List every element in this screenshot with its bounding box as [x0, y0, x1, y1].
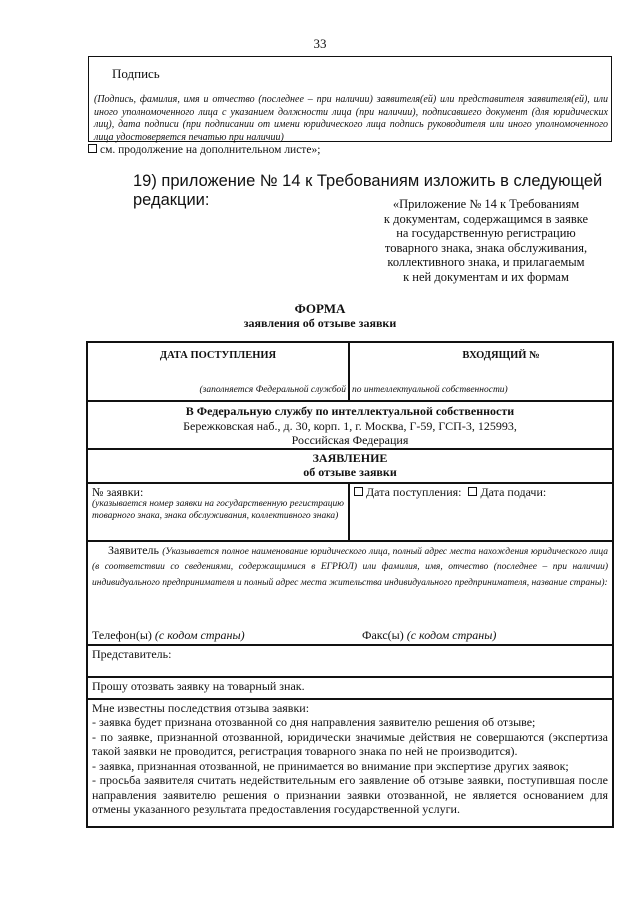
fax-label: Факс(ы): [362, 628, 404, 642]
applicant-label: Заявитель: [108, 542, 159, 557]
addressee-line3: Российская Федерация: [291, 433, 409, 447]
statement-title: ЗАЯВЛЕНИЕ: [312, 450, 388, 465]
filing-date-checkbox[interactable]: [468, 487, 477, 496]
appendix-line: «Приложение № 14 к Требованиям: [392, 197, 580, 211]
consequences-cell: [87, 699, 613, 827]
addressee-line2: Бережковская наб., д. 30, корп. 1, г. Москва, Г-59, ГСП-3, 125993,: [183, 418, 517, 433]
addressee-line1: В Федеральную службу по интеллектуальной собственности: [185, 404, 515, 418]
receipt-date-checkbox[interactable]: [354, 487, 363, 496]
receipt-row: [87, 342, 613, 401]
form-title: ФОРМА: [294, 301, 346, 316]
incoming-number-cell[interactable]: [349, 342, 613, 401]
consequences-title: Мне известны последствия отзыва заявки:: [92, 700, 310, 715]
filing-date-option-label: Дата подачи:: [480, 484, 547, 499]
form-subtitle: заявления об отзыве заявки: [243, 316, 397, 330]
request-text: Прошу отозвать заявку на товарный знак.: [92, 678, 305, 693]
addressee-row: [87, 401, 613, 449]
application-row: [87, 483, 613, 541]
applicant-text: [92, 543, 608, 590]
statement-title-row: [87, 449, 613, 483]
application-number-note: (указывается номер заявки на государственную регистрацию товарного знака, знака обслуживания, коллективного знака): [92, 499, 344, 521]
continuation-note: [88, 144, 320, 156]
consequence-item: - по заявке, признанной отозванной, юридически значимые действия не совершаются (экспертиза такой заявки не проводится, регистрация товарного знака по ней не производится).: [92, 729, 608, 758]
application-number-cell[interactable]: [87, 483, 349, 541]
consequences-row: [87, 699, 613, 827]
signature-note: (Подпись, фамилия, имя и отчество (последнее – при наличии) заявителя(ей) или представителя заявителя(ей), или иного уполномоченного лица с указанием должности лица (при наличии), подписавшего документ (для юридических лиц), дата подписи (при подписании от имени юридического лица подпись руководителя или иного уполномоченного лица удостоверяется печатью при наличии): [94, 94, 608, 143]
phone-label: Телефон(ы): [92, 628, 152, 642]
appendix-line: к ней документам и их формам: [403, 269, 569, 284]
phone-field[interactable]: [92, 628, 245, 643]
appendix-header: [350, 197, 622, 284]
appendix-line: товарного знака, знака обслуживания,: [384, 240, 588, 255]
statement-subtitle: об отзыве заявки: [303, 465, 397, 479]
receipt-note-left: (заполняется Федеральной службой: [199, 384, 346, 395]
incoming-number-label: ВХОДЯЩИЙ №: [462, 350, 540, 361]
receipt-date-option-label: Дата поступления:: [366, 484, 462, 499]
fax-field[interactable]: [362, 628, 496, 643]
fax-note: (с кодом страны): [406, 628, 497, 642]
signature-label: Подпись: [112, 66, 160, 81]
continuation-text: см. продолжение на дополнительном листе»;: [100, 144, 321, 156]
receipt-note-right: по интеллектуальной собственности): [352, 384, 508, 395]
statement-title-cell: [87, 449, 613, 483]
representative-cell[interactable]: [87, 645, 613, 677]
request-row: [87, 677, 613, 699]
applicant-note: (Указывается полное наименование юридического лица, полный адрес места нахождения юридического лица (в соответствии со сведениями, содержащимися в ЕГРЮЛ) или фамилия, имя, отчество (последнее – при наличии) индивидуального предпринимателя и полный адрес места жительства индивидуального предпринимателя, название страны):: [92, 546, 609, 588]
phone-note: (с кодом страны): [154, 628, 245, 642]
page-number: 33: [313, 36, 327, 51]
addressee-cell: [87, 401, 613, 449]
request-cell: [87, 677, 613, 699]
application-dates-cell: [349, 483, 613, 541]
consequence-item: - заявка будет признана отозванной со дня направления заявителю решения об отзыве;: [92, 715, 536, 729]
section-heading: 19) приложение № 14 к Требованиям изложить в следующей редакции:: [133, 172, 603, 209]
applicant-row: [87, 541, 613, 645]
representative-label: Представитель:: [92, 646, 172, 661]
receipt-date-label: ДАТА ПОСТУПЛЕНИЯ: [159, 350, 277, 361]
representative-row: [87, 645, 613, 677]
continuation-checkbox[interactable]: [88, 144, 97, 153]
appendix-line: коллективного знака, и прилагаемым: [387, 255, 585, 269]
consequence-item: - заявка, признанная отозванной, не принимается во внимание при экспертизе других заявок;: [92, 758, 569, 773]
application-number-label: № заявки:: [92, 484, 144, 499]
appendix-line: на государственную регистрацию: [396, 226, 576, 240]
consequence-item: - просьба заявителя считать недействительным его заявление об отзыве заявки, поступившая после направления заявителю решения о признании заявки отозванной, не является основанием для отмены указанного результата предоставления государственной услуги.: [92, 773, 608, 816]
applicant-cell[interactable]: [87, 541, 613, 645]
appendix-line: к документам, содержащимся в заявке: [383, 211, 589, 226]
receipt-date-cell[interactable]: [87, 342, 349, 401]
application-form-table: [86, 341, 614, 828]
